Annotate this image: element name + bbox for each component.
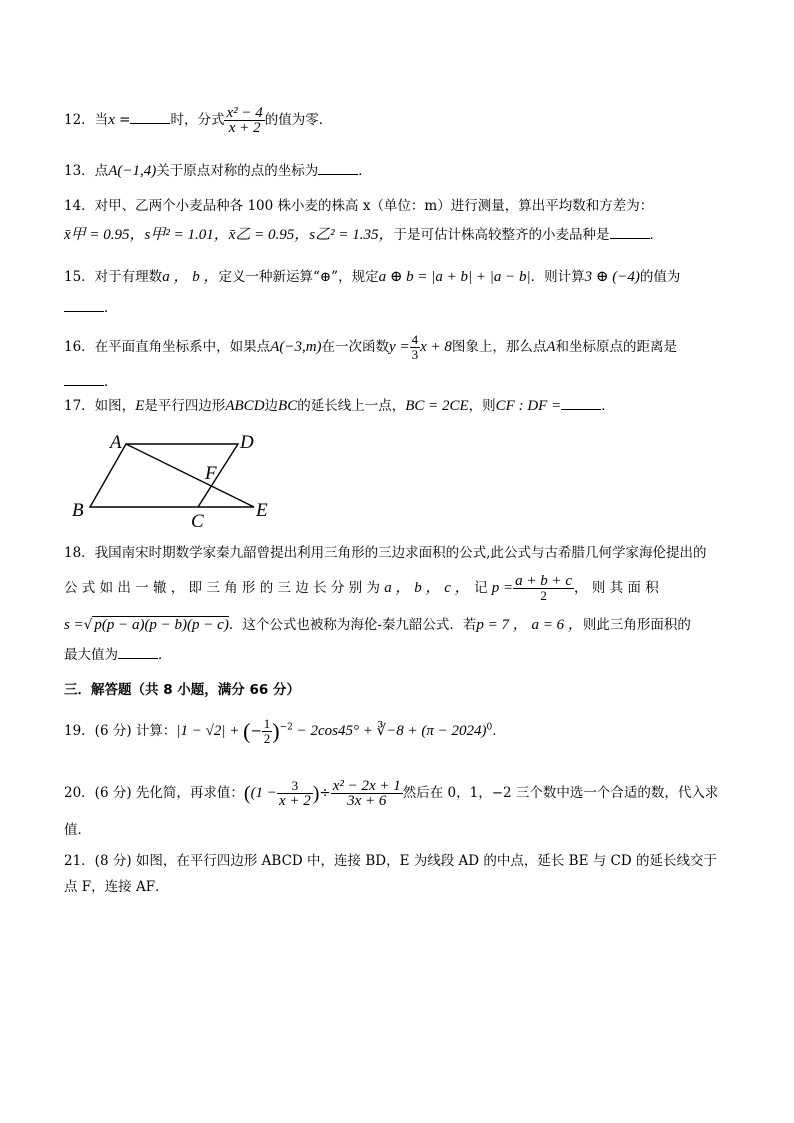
label-c: C <box>191 511 204 532</box>
question-15 <box>64 267 730 318</box>
question-13 <box>64 161 730 181</box>
q21-line2: 点 F，连接 AF． <box>64 879 169 895</box>
q20-frac1-den: x + 2 <box>278 793 311 809</box>
q17-bc: BC <box>278 398 298 414</box>
q18-radicand: p(p − a)(p − b)(p − c) <box>94 617 229 633</box>
q16-fn-y: y = <box>389 339 410 355</box>
question-17 <box>64 396 730 416</box>
q18-text3: ， 则 其 面 积 <box>574 580 659 596</box>
q16-point-a: A <box>546 339 556 355</box>
q16-end: ． <box>104 374 118 390</box>
q20-line2: 值． <box>64 822 91 838</box>
q17-text2: 边 <box>264 398 279 414</box>
q17-text4: ，则 <box>468 398 496 414</box>
q18-text4: ．这个公式也被称为海伦-秦九韶公式．若 <box>228 617 477 633</box>
q15-end: ． <box>104 300 118 316</box>
q19-expr3: − 2cos45° + ∛−8 + (π − 2024) <box>292 723 487 739</box>
q12-frac-den: x + 2 <box>228 120 261 136</box>
q19-exponent: −2 <box>279 722 293 733</box>
q12-answer-blank[interactable] <box>130 111 170 124</box>
q14-var-a: s甲² = 1.01， <box>144 227 229 243</box>
q16-point: A(−3,m) <box>270 339 322 355</box>
q16-text3: 和坐标原点的距离是 <box>555 339 678 355</box>
q18-end: ． <box>158 647 172 663</box>
q12-label: 12．当 <box>64 112 109 128</box>
q16-label: 16．在平面直角坐标系中，如果点 <box>64 339 271 355</box>
q20-text: 然后在 0，1，−2 三个数中选一个合适的数，代入求 <box>402 785 719 801</box>
q19-neg: − <box>250 723 262 739</box>
question-12 <box>64 106 730 135</box>
q15-text: 定义一种新运算“⊕”，规定 <box>218 269 379 285</box>
q19-exponent0: 0 <box>486 722 493 733</box>
question-21 <box>64 851 730 897</box>
q17-ratio: CF : DF = <box>495 398 562 414</box>
question-18 <box>64 543 730 665</box>
q17-end: ． <box>601 398 615 414</box>
q16-line1 <box>64 333 730 362</box>
q17-condition: BC = 2CE <box>405 398 469 414</box>
q18-line1: 18．我国南宋时期数学家秦九韶曾提出利用三角形的三边求面积的公式,此公式与古希腊几何学家海伦提出的 <box>64 545 707 561</box>
q17-e: E <box>135 398 145 414</box>
q21-line1: 21．(8 分) 如图，在平行四边形 ABCD 中，连接 BD，E 为线段 AD 的中点，延长 BE 与 CD 的延长线交于 <box>64 853 717 869</box>
q19-expr1: |1 − √2| + <box>176 723 244 739</box>
q16-answer-blank[interactable] <box>64 373 104 386</box>
q16-line2 <box>64 372 730 392</box>
q18-line4 <box>64 645 730 665</box>
q15-line2 <box>64 298 730 318</box>
q15-text3: 的值为 <box>639 269 681 285</box>
q16-fn-rest: x + 8 <box>420 339 452 355</box>
question-20 <box>64 779 730 840</box>
q18-text: 公 式 如 出 一 辙 ， 即 三 角 形 的 三 边 长 分 别 为 <box>64 580 380 596</box>
q12-fraction <box>224 106 264 135</box>
q18-line3: s =√ p(p − a)(p − b)(p − c)．这个公式也被称为海伦-秦九韶公式．若p = 7 ， a = 6 ，则此三角形面积的 <box>64 617 691 633</box>
q20-fraction1 <box>277 779 313 808</box>
q15-line1 <box>64 267 730 287</box>
q17-label: 17．如图， <box>64 398 136 414</box>
q14-end: ． <box>649 227 663 243</box>
q18-vars: a ， b ， c ， <box>384 580 470 596</box>
q18-text6: 最大值为 <box>64 647 118 663</box>
q18-s: s = <box>64 617 84 633</box>
q20-label: 20．(6 分) 先化简，再求值： <box>64 785 244 801</box>
q14-mean-b: x̄乙 = 0.95， <box>228 227 310 243</box>
question-19: 19．(6 分) 计算：|1 − √2| + (− $\frac{1}{2}$ )$^{-2}$ − 2cos45° + ∛−8 + $(\pi - 2024)^0$． <box>64 716 506 746</box>
q15-definition: a ⊕ b = |a + b| + |a − b| <box>378 269 531 285</box>
q16-frac-den: 3 <box>411 347 419 362</box>
q14-tail: 于是可估计株高较整齐的小麦品种是 <box>393 227 610 243</box>
label-d: D <box>240 432 254 453</box>
q12-eq: = <box>119 112 131 128</box>
q14-answer-blank[interactable] <box>610 226 650 239</box>
q18-condition: p = 7 ， a = 6 ， <box>476 617 583 633</box>
q14-line1: 14．对甲、乙两个小麦品种各 100 株小麦的株高 x（单位：m）进行测量，算出平均数和方差为： <box>64 198 654 214</box>
q19-label: 19．(6 分) 计算： <box>64 723 177 739</box>
q19-fraction <box>262 717 273 746</box>
q15-text2: ．则计算 <box>530 269 585 285</box>
q17-abcd: ABCD <box>225 398 265 414</box>
q18-line2 <box>64 574 730 603</box>
q19-frac-num: 1 <box>263 716 271 731</box>
q20-frac2-den: 3x + 6 <box>347 793 387 809</box>
q14-var-b: s乙² = 1.35， <box>309 227 394 243</box>
q16-text2: 图象上，那么点 <box>451 339 547 355</box>
q18-frac-den: 2 <box>540 588 547 603</box>
q12-frac-num: x² − 4 <box>226 105 263 121</box>
q17-text3: 的延长线上一点， <box>297 398 406 414</box>
q18-text2: 记 <box>473 580 488 596</box>
segment-ae <box>126 444 254 507</box>
q20-close: ) <box>312 782 320 805</box>
q14-line2 <box>64 225 730 245</box>
q17-answer-blank[interactable] <box>561 397 601 410</box>
q20-div: ÷ <box>319 785 331 801</box>
q12-text: 时，分式 <box>170 112 225 128</box>
q18-fraction <box>513 574 574 603</box>
q19-end: ． <box>492 723 506 739</box>
q17-parallelogram-figure <box>64 426 284 532</box>
q13-answer-blank[interactable] <box>318 162 358 175</box>
q18-frac-num: a + b + c <box>515 573 573 589</box>
q19-frac-den: 2 <box>263 731 271 746</box>
q20-line1: 20．(6 分) 先化简，再求值：((1 − $\frac{3}{x + 2}$ )÷ $\frac{\text{x² − 2x + 1}}{3x + 6}$ 然后在 0，1，−2 三个数中选一个合适的数，代入求 <box>64 778 719 809</box>
q17-text: 是平行四边形 <box>144 398 226 414</box>
question-16 <box>64 333 730 392</box>
q15-label: 15．对于有理数 <box>64 269 163 285</box>
section-3-heading: 三．解答题（共 8 小题，满分 66 分） <box>64 682 300 698</box>
q16-text: 在一次函数 <box>321 339 390 355</box>
q20-frac1-num: 3 <box>277 779 313 794</box>
q13-label: 13．点 <box>64 163 109 179</box>
q15-vars: a ， b ， <box>162 269 219 285</box>
q16-fraction <box>410 333 421 362</box>
q12-end: 的值为零． <box>264 112 333 128</box>
q20-fraction2 <box>331 779 403 808</box>
q20-open: (1 − <box>250 785 277 801</box>
q13-text: 关于原点对称的点的坐标为 <box>156 163 319 179</box>
q18-answer-blank[interactable] <box>118 646 158 659</box>
question-14 <box>64 196 730 245</box>
q20-frac2-num: x² − 2x + 1 <box>332 778 401 794</box>
q15-answer-blank[interactable] <box>64 299 104 312</box>
label-a: A <box>110 432 122 453</box>
q13-end: ． <box>358 163 372 179</box>
q16-frac-num: 4 <box>411 332 419 347</box>
q18-text5: 则此三角形面积的 <box>582 617 691 633</box>
label-b: B <box>72 500 84 521</box>
q13-point: A(−1,4) <box>108 163 157 179</box>
q18-p: p = <box>491 580 514 596</box>
q15-expression: 3 ⊕ (−4) <box>584 269 640 285</box>
label-e: E <box>256 500 268 521</box>
q12-var: x <box>108 112 115 128</box>
label-f: F <box>205 463 217 484</box>
q14-mean-a: x̄甲 = 0.95， <box>64 227 145 243</box>
